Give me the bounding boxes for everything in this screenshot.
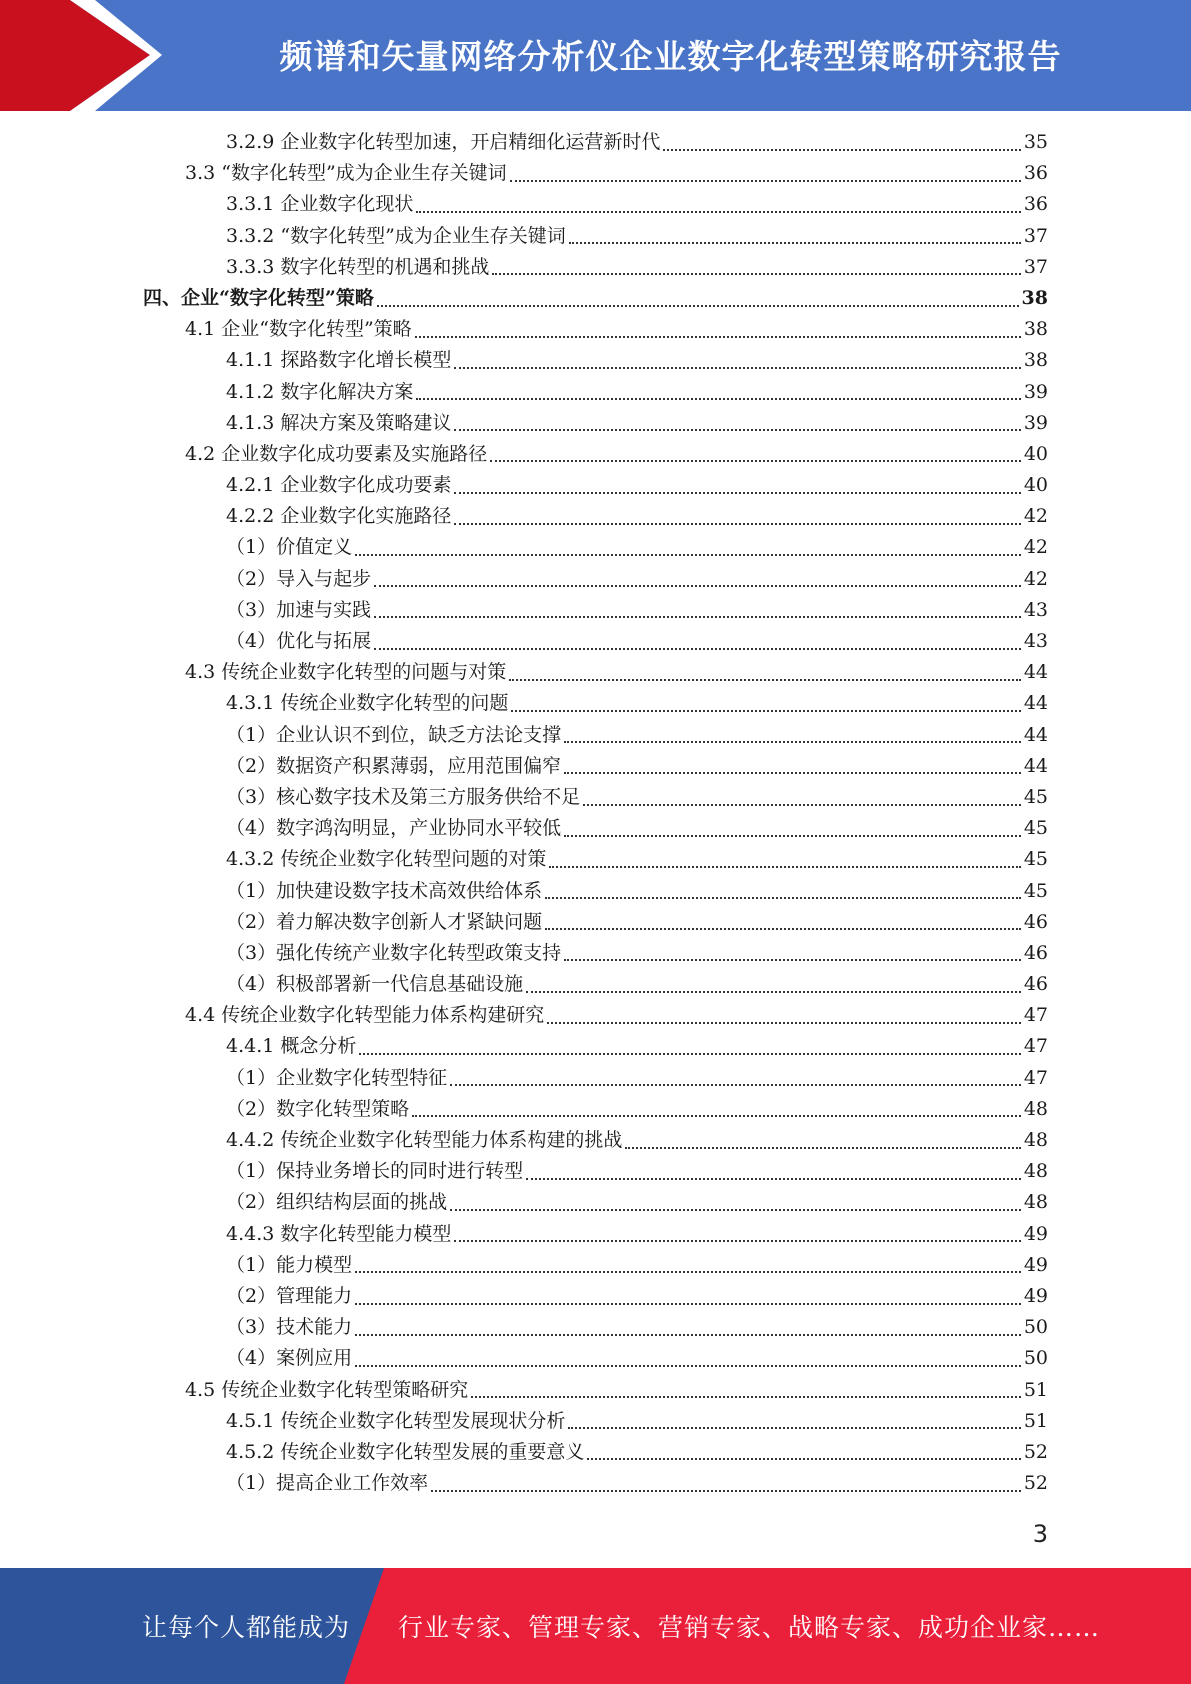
toc-dot-leader <box>415 336 1021 338</box>
toc-entry-title: 4.3.1 传统企业数字化转型的问题 <box>226 692 509 715</box>
toc-entry[interactable] <box>0 1250 1191 1281</box>
toc-entry[interactable] <box>0 1031 1191 1062</box>
toc-entry-page: 43 <box>1023 598 1048 621</box>
toc-dot-leader <box>374 648 1021 650</box>
toc-entry-page: 45 <box>1023 785 1048 808</box>
toc-dot-leader <box>454 429 1020 431</box>
toc-entry-page: 37 <box>1023 255 1048 278</box>
toc-entry-title: 3.3.2 “数字化转型”成为企业生存关键词 <box>226 224 566 247</box>
toc-entry-title: 4.5 传统企业数字化转型策略研究 <box>185 1378 469 1401</box>
toc-entry-title: （1）加快建设数字技术高效供给体系 <box>226 879 543 902</box>
toc-dot-leader <box>416 211 1020 213</box>
toc-entry[interactable] <box>0 221 1191 252</box>
toc-entry-page: 48 <box>1023 1191 1048 1214</box>
toc-entry[interactable] <box>0 408 1191 439</box>
toc-dot-leader <box>547 1022 1021 1024</box>
toc-entry-page: 45 <box>1023 879 1048 902</box>
toc-entry-title: 3.2.9 企业数字化转型加速，开启精细化运营新时代 <box>226 131 661 153</box>
toc-entry-page: 52 <box>1023 1440 1048 1463</box>
toc-entry[interactable] <box>0 1343 1191 1374</box>
toc-entry-page: 47 <box>1023 1035 1048 1058</box>
toc-entry-title: 4.4 传统企业数字化转型能力体系构建研究 <box>185 1004 545 1027</box>
toc-entry-page: 51 <box>1023 1378 1048 1401</box>
toc-entry-title: 4.1 企业“数字化转型”策略 <box>185 318 412 341</box>
toc-dot-leader <box>587 1458 1020 1460</box>
toc-entry[interactable] <box>0 158 1191 189</box>
toc-entry[interactable] <box>0 1437 1191 1468</box>
toc-entry-title: （1）保持业务增长的同时进行转型 <box>226 1160 524 1183</box>
toc-dot-leader <box>454 492 1020 494</box>
toc-dot-leader <box>377 305 1019 307</box>
toc-dot-leader <box>568 1427 1020 1429</box>
toc-entry-title: （3）加速与实践 <box>226 598 372 621</box>
toc-entry-title: 3.3.3 数字化转型的机遇和挑战 <box>226 255 490 278</box>
toc-entry-title: （2）数据资产积累薄弱，应用范围偏窄 <box>226 754 562 777</box>
toc-entry-page: 48 <box>1023 1160 1048 1183</box>
toc-entry-page: 47 <box>1023 1066 1048 1089</box>
toc-dot-leader <box>583 804 1021 806</box>
toc-entry-page: 39 <box>1023 411 1048 434</box>
toc-entry[interactable] <box>0 377 1191 408</box>
toc-dot-leader <box>625 1147 1020 1149</box>
toc-entry[interactable] <box>0 844 1191 875</box>
toc-dot-leader <box>663 149 1020 151</box>
toc-entry-title: 4.5.2 传统企业数字化转型发展的重要意义 <box>226 1440 585 1463</box>
document-title: 频谱和矢量网络分析仪企业数字化转型策略研究报告 <box>279 36 1062 76</box>
toc-entry[interactable] <box>0 876 1191 907</box>
toc-dot-leader <box>450 1209 1021 1211</box>
toc-entry-title: （1）企业认识不到位，缺乏方法论支撑 <box>226 723 562 746</box>
toc-entry-page: 44 <box>1023 754 1048 777</box>
toc-entry-title: 4.3.2 传统企业数字化转型问题的对策 <box>226 848 547 871</box>
toc-entry[interactable] <box>0 532 1191 563</box>
toc-entry[interactable] <box>0 1187 1191 1218</box>
toc-entry-title: 4.4.3 数字化转型能力模型 <box>226 1222 452 1245</box>
toc-entry[interactable] <box>0 907 1191 938</box>
toc-entry-title: （2）组织结构层面的挑战 <box>226 1191 448 1214</box>
toc-entry-page: 36 <box>1023 193 1048 216</box>
toc-entry[interactable] <box>0 782 1191 813</box>
toc-entry[interactable] <box>0 345 1191 376</box>
toc-entry-title: 4.1.2 数字化解决方案 <box>226 380 414 403</box>
toc-entry-title: （4）数字鸿沟明显，产业协同水平较低 <box>226 817 562 840</box>
toc-dot-leader <box>454 523 1020 525</box>
toc-dot-leader <box>374 585 1021 587</box>
toc-entry[interactable] <box>0 1094 1191 1125</box>
toc-entry[interactable] <box>0 595 1191 626</box>
toc-dot-leader <box>355 1271 1021 1273</box>
toc-entry-page: 44 <box>1023 661 1048 684</box>
toc-entry-title: （2）着力解决数字创新人才紧缺问题 <box>226 910 543 933</box>
toc-dot-leader <box>416 398 1020 400</box>
toc-entry-page: 51 <box>1023 1409 1048 1432</box>
toc-entry[interactable] <box>0 1156 1191 1187</box>
toc-entry[interactable] <box>0 1312 1191 1343</box>
toc-entry[interactable] <box>0 626 1191 657</box>
toc-entry[interactable] <box>0 439 1191 470</box>
toc-entry-title: 3.3 “数字化转型”成为企业生存关键词 <box>185 162 507 185</box>
toc-entry[interactable] <box>0 564 1191 595</box>
toc-entry-page: 42 <box>1023 505 1048 528</box>
toc-entry-title: 4.2.2 企业数字化实施路径 <box>226 505 452 528</box>
toc-dot-leader <box>454 367 1020 369</box>
toc-dot-leader <box>355 1303 1021 1305</box>
toc-entry-title: 4.1.1 探路数字化增长模型 <box>226 349 452 372</box>
toc-entry-page: 50 <box>1023 1316 1048 1339</box>
footer-slogan-right: 行业专家、管理专家、营销专家、战略专家、成功企业家…… <box>398 1613 1101 1642</box>
table-of-contents <box>0 127 1191 1499</box>
toc-dot-leader <box>431 1490 1021 1492</box>
toc-entry-title: （2）管理能力 <box>226 1284 353 1307</box>
toc-entry-page: 46 <box>1023 910 1048 933</box>
toc-entry[interactable] <box>0 1468 1191 1499</box>
toc-dot-leader <box>359 1053 1020 1055</box>
toc-entry-page: 40 <box>1023 474 1048 497</box>
toc-entry[interactable] <box>0 969 1191 1000</box>
toc-dot-leader <box>549 866 1020 868</box>
toc-dot-leader <box>355 1365 1021 1367</box>
toc-entry-page: 38 <box>1021 286 1048 309</box>
toc-entry-title: （4）优化与拓展 <box>226 630 372 652</box>
toc-entry-page: 43 <box>1023 630 1048 652</box>
toc-entry[interactable] <box>0 283 1191 314</box>
toc-entry-title: （1）能力模型 <box>226 1253 353 1276</box>
toc-dot-leader <box>509 679 1021 681</box>
toc-entry-title: （4）积极部署新一代信息基础设施 <box>226 973 524 996</box>
toc-entry-page: 38 <box>1023 318 1048 341</box>
toc-entry-page: 48 <box>1023 1129 1048 1151</box>
toc-entry-page: 49 <box>1023 1222 1048 1245</box>
toc-entry[interactable] <box>0 1375 1191 1406</box>
toc-entry-title: 4.2.1 企业数字化成功要素 <box>226 474 452 497</box>
toc-entry-title: （2）导入与起步 <box>226 567 372 590</box>
toc-dot-leader <box>492 273 1020 275</box>
toc-entry-title: 4.4.2 传统企业数字化转型能力体系构建的挑战 <box>226 1129 623 1151</box>
toc-dot-leader <box>545 928 1021 930</box>
toc-entry[interactable] <box>0 189 1191 220</box>
toc-entry[interactable] <box>0 1000 1191 1031</box>
toc-entry-page: 48 <box>1023 1097 1048 1120</box>
toc-entry-title: （3）强化传统产业数字化转型政策支持 <box>226 941 562 964</box>
toc-entry[interactable] <box>0 1063 1191 1094</box>
header-banner <box>0 0 1191 111</box>
toc-entry[interactable] <box>0 938 1191 969</box>
toc-entry-title: 4.3 传统企业数字化转型的问题与对策 <box>185 661 507 684</box>
toc-entry[interactable] <box>0 813 1191 844</box>
page-number: 3 <box>1032 1520 1048 1548</box>
toc-entry-title: （2）数字化转型策略 <box>226 1097 410 1120</box>
toc-dot-leader <box>511 710 1020 712</box>
toc-entry-title: 4.5.1 传统企业数字化转型发展现状分析 <box>226 1409 566 1432</box>
toc-entry[interactable] <box>0 720 1191 751</box>
toc-entry-page: 49 <box>1023 1284 1048 1307</box>
toc-dot-leader <box>374 616 1021 618</box>
toc-entry-title: （4）案例应用 <box>226 1347 353 1370</box>
toc-dot-leader <box>564 959 1021 961</box>
toc-entry-page: 47 <box>1023 1004 1048 1027</box>
footer-banner <box>0 1568 1191 1684</box>
toc-entry-title: （1）提高企业工作效率 <box>226 1472 429 1495</box>
toc-entry-title: （1）企业数字化转型特征 <box>226 1066 448 1089</box>
toc-entry[interactable] <box>0 1406 1191 1437</box>
toc-dot-leader <box>510 180 1021 182</box>
toc-entry-page: 35 <box>1023 131 1048 153</box>
toc-dot-leader <box>454 1240 1020 1242</box>
toc-entry-title: （1）价值定义 <box>226 536 353 559</box>
toc-dot-leader <box>569 242 1021 244</box>
toc-entry-title: 四、企业“数字化转型”策略 <box>143 286 374 309</box>
toc-entry-page: 44 <box>1023 692 1048 715</box>
toc-entry[interactable] <box>0 1125 1191 1156</box>
toc-dot-leader <box>412 1115 1021 1117</box>
toc-dot-leader <box>471 1396 1021 1398</box>
toc-entry[interactable] <box>0 1219 1191 1250</box>
toc-dot-leader <box>355 554 1021 556</box>
toc-dot-leader <box>564 741 1021 743</box>
toc-dot-leader <box>490 460 1021 462</box>
toc-entry-page: 46 <box>1023 973 1048 996</box>
toc-entry[interactable] <box>0 501 1191 532</box>
toc-dot-leader <box>564 835 1021 837</box>
toc-dot-leader <box>450 1084 1021 1086</box>
toc-dot-leader <box>564 772 1021 774</box>
toc-entry-title: 3.3.1 企业数字化现状 <box>226 193 414 216</box>
toc-entry[interactable] <box>0 470 1191 501</box>
toc-entry[interactable] <box>0 657 1191 688</box>
toc-entry-page: 39 <box>1023 380 1048 403</box>
toc-dot-leader <box>355 1334 1021 1336</box>
toc-entry[interactable] <box>0 314 1191 345</box>
toc-entry-page: 42 <box>1023 567 1048 590</box>
toc-entry-page: 52 <box>1023 1472 1048 1495</box>
toc-dot-leader <box>545 897 1021 899</box>
footer-slogan-left: 让每个人都能成为 <box>142 1613 351 1642</box>
toc-entry-page: 45 <box>1023 848 1048 871</box>
toc-entry[interactable] <box>0 751 1191 782</box>
toc-entry-title: 4.1.3 解决方案及策略建议 <box>226 411 452 434</box>
toc-entry-title: 4.4.1 概念分析 <box>226 1035 357 1058</box>
toc-dot-leader <box>526 991 1021 993</box>
toc-entry-page: 38 <box>1023 349 1048 372</box>
toc-entry-page: 37 <box>1023 224 1048 247</box>
toc-dot-leader <box>526 1178 1021 1180</box>
toc-entry-title: （3）技术能力 <box>226 1316 353 1339</box>
toc-entry-page: 44 <box>1023 723 1048 746</box>
toc-entry[interactable] <box>0 127 1191 158</box>
toc-entry-page: 40 <box>1023 442 1048 465</box>
toc-entry-page: 46 <box>1023 941 1048 964</box>
toc-entry[interactable] <box>0 1281 1191 1312</box>
toc-entry[interactable] <box>0 688 1191 719</box>
toc-entry-title: （3）核心数字技术及第三方服务供给不足 <box>226 785 581 808</box>
toc-entry-page: 45 <box>1023 817 1048 840</box>
toc-entry[interactable] <box>0 252 1191 283</box>
toc-entry-page: 49 <box>1023 1253 1048 1276</box>
toc-entry-title: 4.2 企业数字化成功要素及实施路径 <box>185 442 488 465</box>
toc-entry-page: 42 <box>1023 536 1048 559</box>
toc-entry-page: 50 <box>1023 1347 1048 1370</box>
toc-entry-page: 36 <box>1023 162 1048 185</box>
